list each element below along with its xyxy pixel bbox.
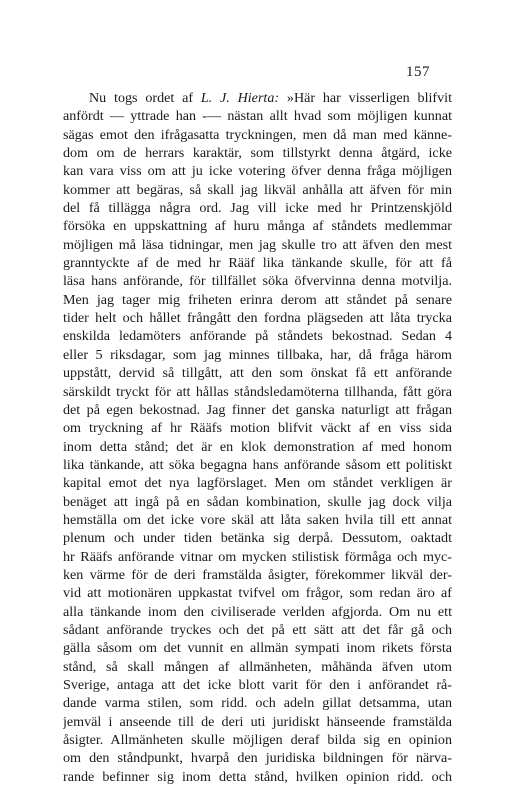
text-line	[63, 217, 452, 235]
text-segment: kommer att begäras, så skall jag likväl anhålla att äfven för min	[63, 181, 452, 198]
text-segment: ken värme för de deri framstälda åsigter, förekommer likväl der-	[63, 566, 452, 583]
text-line	[63, 346, 452, 364]
text-line	[63, 768, 452, 786]
text-segment: lika tänkande, att söka begagna hans anförande såsom ett politiskt	[63, 456, 452, 473]
text-line	[63, 639, 452, 657]
text-line	[63, 529, 452, 547]
text-segment: Men jag tager mig friheten erinra derom att ståndet på senare	[63, 291, 452, 308]
text-line	[63, 713, 452, 731]
text-line	[63, 89, 452, 107]
text-line	[63, 419, 452, 437]
text-line	[63, 584, 452, 602]
text-segment: kan vara viss om att ju icke votering öfver denna fråga möjligen	[63, 163, 452, 180]
text-line	[63, 676, 452, 694]
text-segment: Sverige, antaga att det icke blott varit för den i anförandet rå-	[63, 677, 452, 693]
text-line	[63, 309, 452, 327]
text-line	[63, 438, 452, 456]
text-line	[63, 162, 452, 180]
text-line	[63, 401, 452, 419]
text-segment: särskildt tryckt för att hållas ståndsledamöterna tillhanda, fått göra	[63, 383, 452, 400]
text-segment: stånd, så skall mången af allmänheten, måhända äfven utom	[63, 658, 452, 675]
text-line	[63, 548, 452, 566]
text-segment: sägas emot den ifrågasatta tryckningen, men då man med känne-	[63, 126, 452, 143]
text-segment: hr Rääfs anförande vitnar om mycken stilistisk förmåga och myc-	[63, 548, 452, 565]
text-line	[63, 731, 452, 749]
text-segment: åsigter. Allmänheten skulle möjligen deraf bilda sig en opinion	[63, 732, 452, 749]
text-segment: gälla såsom om det vunnit en allmän sympati inom rikets första	[63, 640, 452, 657]
text-line	[63, 383, 452, 401]
text-line	[63, 199, 452, 217]
text-line	[63, 254, 452, 272]
text-line	[63, 364, 452, 382]
text-segment: vid att motionären uppkastat tvifvel om frågor, som redan äro af	[63, 585, 452, 602]
text-segment: sådant anförande tryckes och det på ett sätt att det får gå och	[63, 621, 452, 638]
text-segment: anfördt — yttrade han -— nästan allt hvad som möjligen kunnat	[63, 108, 452, 125]
text-segment: rande befinner sig inom detta stånd, hvilken opinion ridd. och	[63, 768, 452, 785]
page-number: 157	[406, 64, 430, 80]
text-line	[63, 181, 452, 199]
text-line	[63, 658, 452, 676]
text-line	[63, 126, 452, 144]
text-segment: Nu togs ordet af	[89, 90, 201, 106]
text-segment: inom detta stånd; det är en klok demonstration af med honom	[63, 438, 452, 455]
body-text	[63, 89, 452, 786]
text-segment: dom om de herrars karaktär, som tillstyrkt denna åtgärd, icke	[63, 145, 452, 162]
text-line	[63, 566, 452, 584]
text-line	[63, 694, 452, 712]
text-line	[63, 603, 452, 621]
text-segment: läsa hans anförande, för tillfället söka öfvervinna denna motvilja.	[63, 273, 452, 290]
text-segment: det på egen bekostnad. Jag finner det ganska naturligt att frågan	[63, 401, 452, 418]
text-segment: granntyckte af de med hr Rääf lika tänkande skulle, för att få	[63, 255, 452, 272]
text-line	[63, 272, 452, 290]
text-segment: dande varma stilen, som ridd. och adeln gillat detsamma, utan	[63, 695, 452, 712]
text-segment: del få tillägga några ord. Jag vill icke med hr Printzenskjöld	[63, 200, 452, 217]
text-line	[63, 456, 452, 474]
text-segment: alla tänkande inom den civiliserade verlden afgjorda. Om nu ett	[63, 603, 452, 620]
text-segment: »Här har visserligen blifvit	[279, 90, 452, 106]
text-line	[63, 236, 452, 254]
text-segment: jemväl i anseende till de deri uti juridiskt hänseende framstälda	[63, 713, 452, 730]
text-segment: försöka en uppskattning af huru många af ståndets medlemmar	[63, 218, 452, 235]
text-line	[63, 107, 452, 125]
text-line	[63, 621, 452, 639]
text-segment: benäget att ingå på en sådan kombination, skulle jag dock vilja	[63, 493, 452, 510]
text-line	[63, 144, 452, 162]
text-segment: plenum och under tiden betänka sig derpå. Dessutom, oaktadt	[63, 530, 452, 547]
text-segment: eller 5 riksdagar, som jag minnes tillbaka, har, då fråga härom	[63, 346, 452, 363]
text-line	[63, 474, 452, 492]
text-segment: uppstått, dervid så tillgått, att den som önskat få ett anförande	[63, 365, 452, 382]
text-line	[63, 291, 452, 309]
speaker-name: L. J. Hierta:	[200, 90, 280, 106]
text-segment: möjligen må läsa tidningar, men jag skulle tro att äfven den mest	[63, 236, 452, 253]
text-line	[63, 327, 452, 345]
text-segment: kapital emot det nya lagförslaget. Men om ståndet verkligen är	[63, 475, 452, 492]
text-line	[63, 493, 452, 511]
text-line	[63, 511, 452, 529]
text-segment: om tryckning af hr Rääfs motion blifvit väckt af en viss sida	[63, 420, 452, 437]
text-segment: enskilda ledamöters anförande på ståndets bekostnad. Sedan 4	[63, 328, 452, 345]
text-segment: tider helt och hållet frångått den fordna plägseden att låta trycka	[63, 310, 452, 327]
text-segment: om den ståndpunkt, hvarpå den juridiska bildningen för närva-	[63, 750, 452, 767]
text-segment: hemställa om det icke vore skäl att låta saken hvila till ett annat	[63, 511, 452, 528]
text-line	[63, 749, 452, 767]
